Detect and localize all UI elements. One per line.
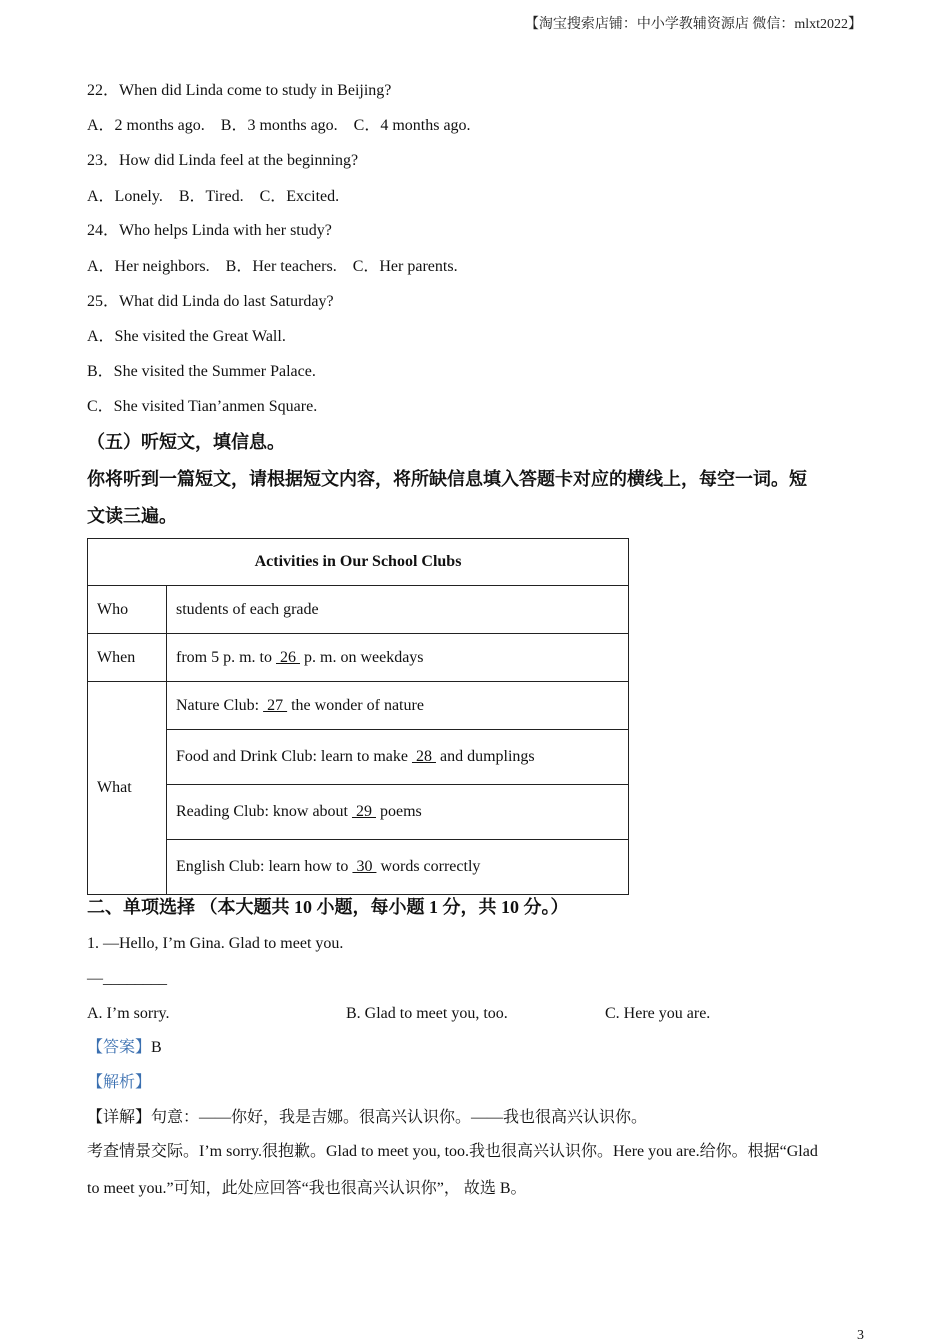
blank-28: 28 [411, 748, 436, 765]
row-text: Food and Drink Club: learn to make [176, 748, 412, 765]
what-row [167, 840, 629, 895]
question-23: 23．How did Linda feel at the beginning? [87, 152, 359, 169]
question-23-options: A．Lonely. B．Tired. C．Excited. [87, 188, 340, 205]
table-title: Activities in Our School Clubs [88, 539, 629, 586]
question-25-option-c: C．She visited Tian’anmen Square. [87, 398, 318, 415]
mc-question-1: 1. —Hello, I’m Gina. Glad to meet you. [87, 935, 344, 952]
section-5-title: （五）听短文，填信息。 [87, 432, 285, 452]
page-header: 【淘宝搜索店铺：中小学教辅资源店 微信：mlxt2022】 [524, 17, 862, 32]
row-text: words correctly [376, 858, 481, 875]
analysis-label: 【解析】 [87, 1074, 152, 1091]
explanation-line-2: to meet you.”可知，此处应回答“我也很高兴认识你”， 故选 B。 [87, 1180, 527, 1197]
blank-26: 26 [276, 648, 300, 666]
when-post: p. m. on weekdays [300, 648, 424, 666]
question-25-option-b: B．She visited the Summer Palace. [87, 363, 316, 380]
row-text: the wonder of nature [287, 696, 424, 714]
section-5-instruction-1: 你将听到一篇短文，请根据短文内容，将所缺信息填入答题卡对应的横线上，每空一词。短 [87, 469, 807, 489]
mc-option-a: A. I’m sorry. [87, 1005, 170, 1022]
answer-label: 【答案】 [87, 1039, 152, 1056]
mc-question-1-reply: —________ [87, 970, 167, 987]
who-label: Who [88, 586, 167, 634]
question-24-options: A．Her neighbors. B．Her teachers. C．Her parents. [87, 258, 458, 275]
what-row [167, 730, 629, 785]
who-value: students of each grade [167, 586, 629, 634]
when-value [167, 634, 629, 682]
question-25-option-a: A．She visited the Great Wall. [87, 328, 286, 345]
what-row [167, 682, 629, 730]
page-number: 3 [857, 1328, 864, 1343]
answer-line [87, 1038, 162, 1058]
question-22-options: A．2 months ago. B．3 months ago. C．4 months ago. [87, 117, 471, 134]
row-text: Reading Club: know about [176, 803, 352, 820]
blank-27: 27 [263, 696, 288, 714]
mc-option-b: B. Glad to meet you, too. [346, 1005, 508, 1022]
row-text: Nature Club: [176, 696, 264, 714]
blank-30: 30 [352, 858, 377, 875]
question-22: 22．When did Linda come to study in Beijing? [87, 82, 392, 99]
detail-text: 【详解】句意：——你好，我是吉娜。很高兴认识你。——我也很高兴认识你。 [87, 1109, 648, 1126]
answer-value: B [151, 1039, 162, 1056]
blank-29: 29 [351, 803, 376, 820]
question-25: 25．What did Linda do last Saturday? [87, 293, 334, 310]
when-pre: from 5 p. m. to [176, 648, 276, 666]
question-24: 24．Who helps Linda with her study? [87, 222, 332, 239]
row-text: and dumplings [435, 748, 535, 765]
what-row [167, 785, 629, 840]
row-text: English Club: learn how to [176, 858, 353, 875]
row-text: poems [375, 803, 422, 820]
when-label: When [88, 634, 167, 682]
clubs-table [87, 538, 629, 895]
section-5-instruction-2: 文读三遍。 [87, 506, 177, 526]
mc-option-c: C. Here you are. [605, 1005, 711, 1022]
what-label: What [88, 682, 167, 895]
section-2-title: 二、单项选择 （本大题共 10 小题，每小题 1 分，共 10 分。） [87, 897, 569, 917]
explanation-line-1: 考查情景交际。I’m sorry.很抱歉。Glad to meet you, too.我也很高兴认识你。Here you are.给你。根据“Glad [87, 1143, 818, 1160]
